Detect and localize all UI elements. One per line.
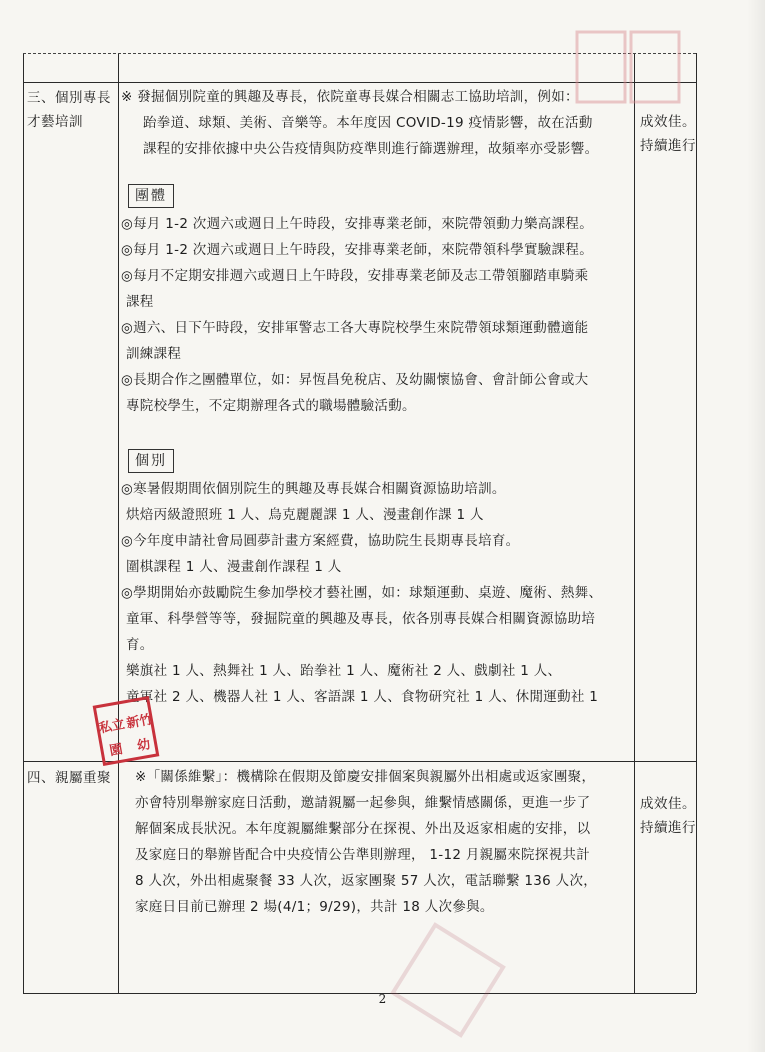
section-3-intro-line-2: 跆拳道、球類、美術、音樂等。本年度因 COVID-19 疫情影響，故在活動 [143, 115, 593, 131]
section-4-line-1: ※「關係維繫」：機構除在假期及節慶安排個案與親屬外出相處或返家團聚， [135, 769, 596, 785]
individual-line: 童軍、科學營等等，發掘院童的興趣及專長，依各別專長媒合相關資源協助培 [126, 611, 596, 627]
table-left-border [23, 53, 24, 993]
group-line: ◎每月 1-2 次週六或週日上午時段，安排專業老師，來院帶領科學實驗課程。 [121, 242, 594, 258]
section-4-category: 四、親屬重聚 [27, 770, 111, 786]
section-3-intro-line-1: ※ 發掘個別院童的興趣及專長，依院童專長媒合相關志工協助培訓，例如： [121, 89, 579, 105]
faint-back-seal [379, 911, 517, 1049]
individual-line: 樂旗社 1 人、熱舞社 1 人、跆拳社 1 人、魔術社 2 人、戲劇社 1 人、 [126, 663, 562, 679]
section-4-line-3: 解個案成長狀況。本年度親屬維繫部分在探視、外出及返家相處的安排，以 [135, 821, 591, 837]
red-seal-stamp [92, 695, 160, 766]
individual-line: ◎今年度申請社會局圓夢計畫方案經費，協助院生長期專長培育。 [121, 533, 520, 549]
section-4-status: 成效佳。持續進行 [640, 796, 696, 836]
seal-text-4: 園 [108, 741, 124, 760]
group-line: 專院校學生，不定期辦理各式的職場體驗活動。 [126, 398, 416, 414]
table-right-border [696, 53, 697, 993]
individual-tag: 個別 [128, 449, 174, 473]
seal-text-1: 新竹 [125, 712, 154, 732]
seal-text-3: 幼 [136, 737, 152, 755]
individual-line: 烘焙丙級證照班 1 人、烏克麗麗課 1 人、漫畫創作課 1 人 [126, 507, 484, 523]
individual-line: ◎寒暑假期間依個別院生的興趣及專長媒合相關資源協助培訓。 [121, 481, 506, 497]
scan-edge-shadow [747, 0, 765, 1052]
section-3-status: 成效佳。持續進行 [640, 114, 696, 154]
individual-line: 圍棋課程 1 人、漫畫創作課程 1 人 [126, 559, 342, 575]
group-line: ◎每月 1-2 次週六或週日上午時段，安排專業老師，來院帶領動力樂高課程。 [121, 216, 594, 232]
group-line: ◎每月不定期安排週六或週日上午時段，安排專業老師及志工帶領腳踏車騎乘 [121, 268, 589, 284]
section-4-line-6: 家庭日目前已辦理 2 場(4/1；9/29)，共計 18 人次參與。 [135, 899, 494, 915]
group-tag: 團體 [128, 184, 174, 208]
faint-corner-seal [573, 28, 683, 108]
individual-line: ◎學期開始亦鼓勵院生參加學校才藝社團，如：球類運動、桌遊、魔術、熱舞、 [121, 585, 603, 601]
group-line: 訓練課程 [126, 346, 182, 362]
table-col-divider-1 [118, 53, 119, 993]
group-line: 課程 [126, 294, 154, 310]
section-4-line-4: 及家庭日的舉辦皆配合中央疫情公告準則辦理， 1-12 月親屬來院探視共計 [135, 847, 591, 863]
section-4-line-2: 亦會特別舉辦家庭日活動，邀請親屬一起參與，維繫情感關係，更進一步了 [135, 795, 591, 811]
section-3-intro-line-3: 課程的安排依據中央公告疫情與防疫準則進行篩選辦理，故頻率亦受影響。 [143, 141, 599, 157]
group-line: ◎長期合作之團體單位，如：昇恆昌免稅店、及幼關懷協會、會計師公會或大 [121, 372, 589, 388]
page-number: 2 [378, 992, 387, 1006]
section-4-line-5: 8 人次，外出相處聚餐 33 人次，返家團聚 57 人次，電話聯繫 136 人次， [135, 873, 598, 889]
individual-line: 育。 [126, 637, 154, 653]
seal-text-2: 私立 [97, 717, 127, 737]
section-3-category: 三、個別專長才藝培訓 [27, 90, 111, 130]
table-col-divider-2 [634, 53, 635, 993]
group-line: ◎週六、日下午時段，安排軍警志工各大專院校學生來院帶領球類運動體適能 [121, 320, 589, 336]
individual-line: 童軍社 2 人、機器人社 1 人、客語課 1 人、食物研究社 1 人、休閒運動社 1 [126, 689, 599, 705]
